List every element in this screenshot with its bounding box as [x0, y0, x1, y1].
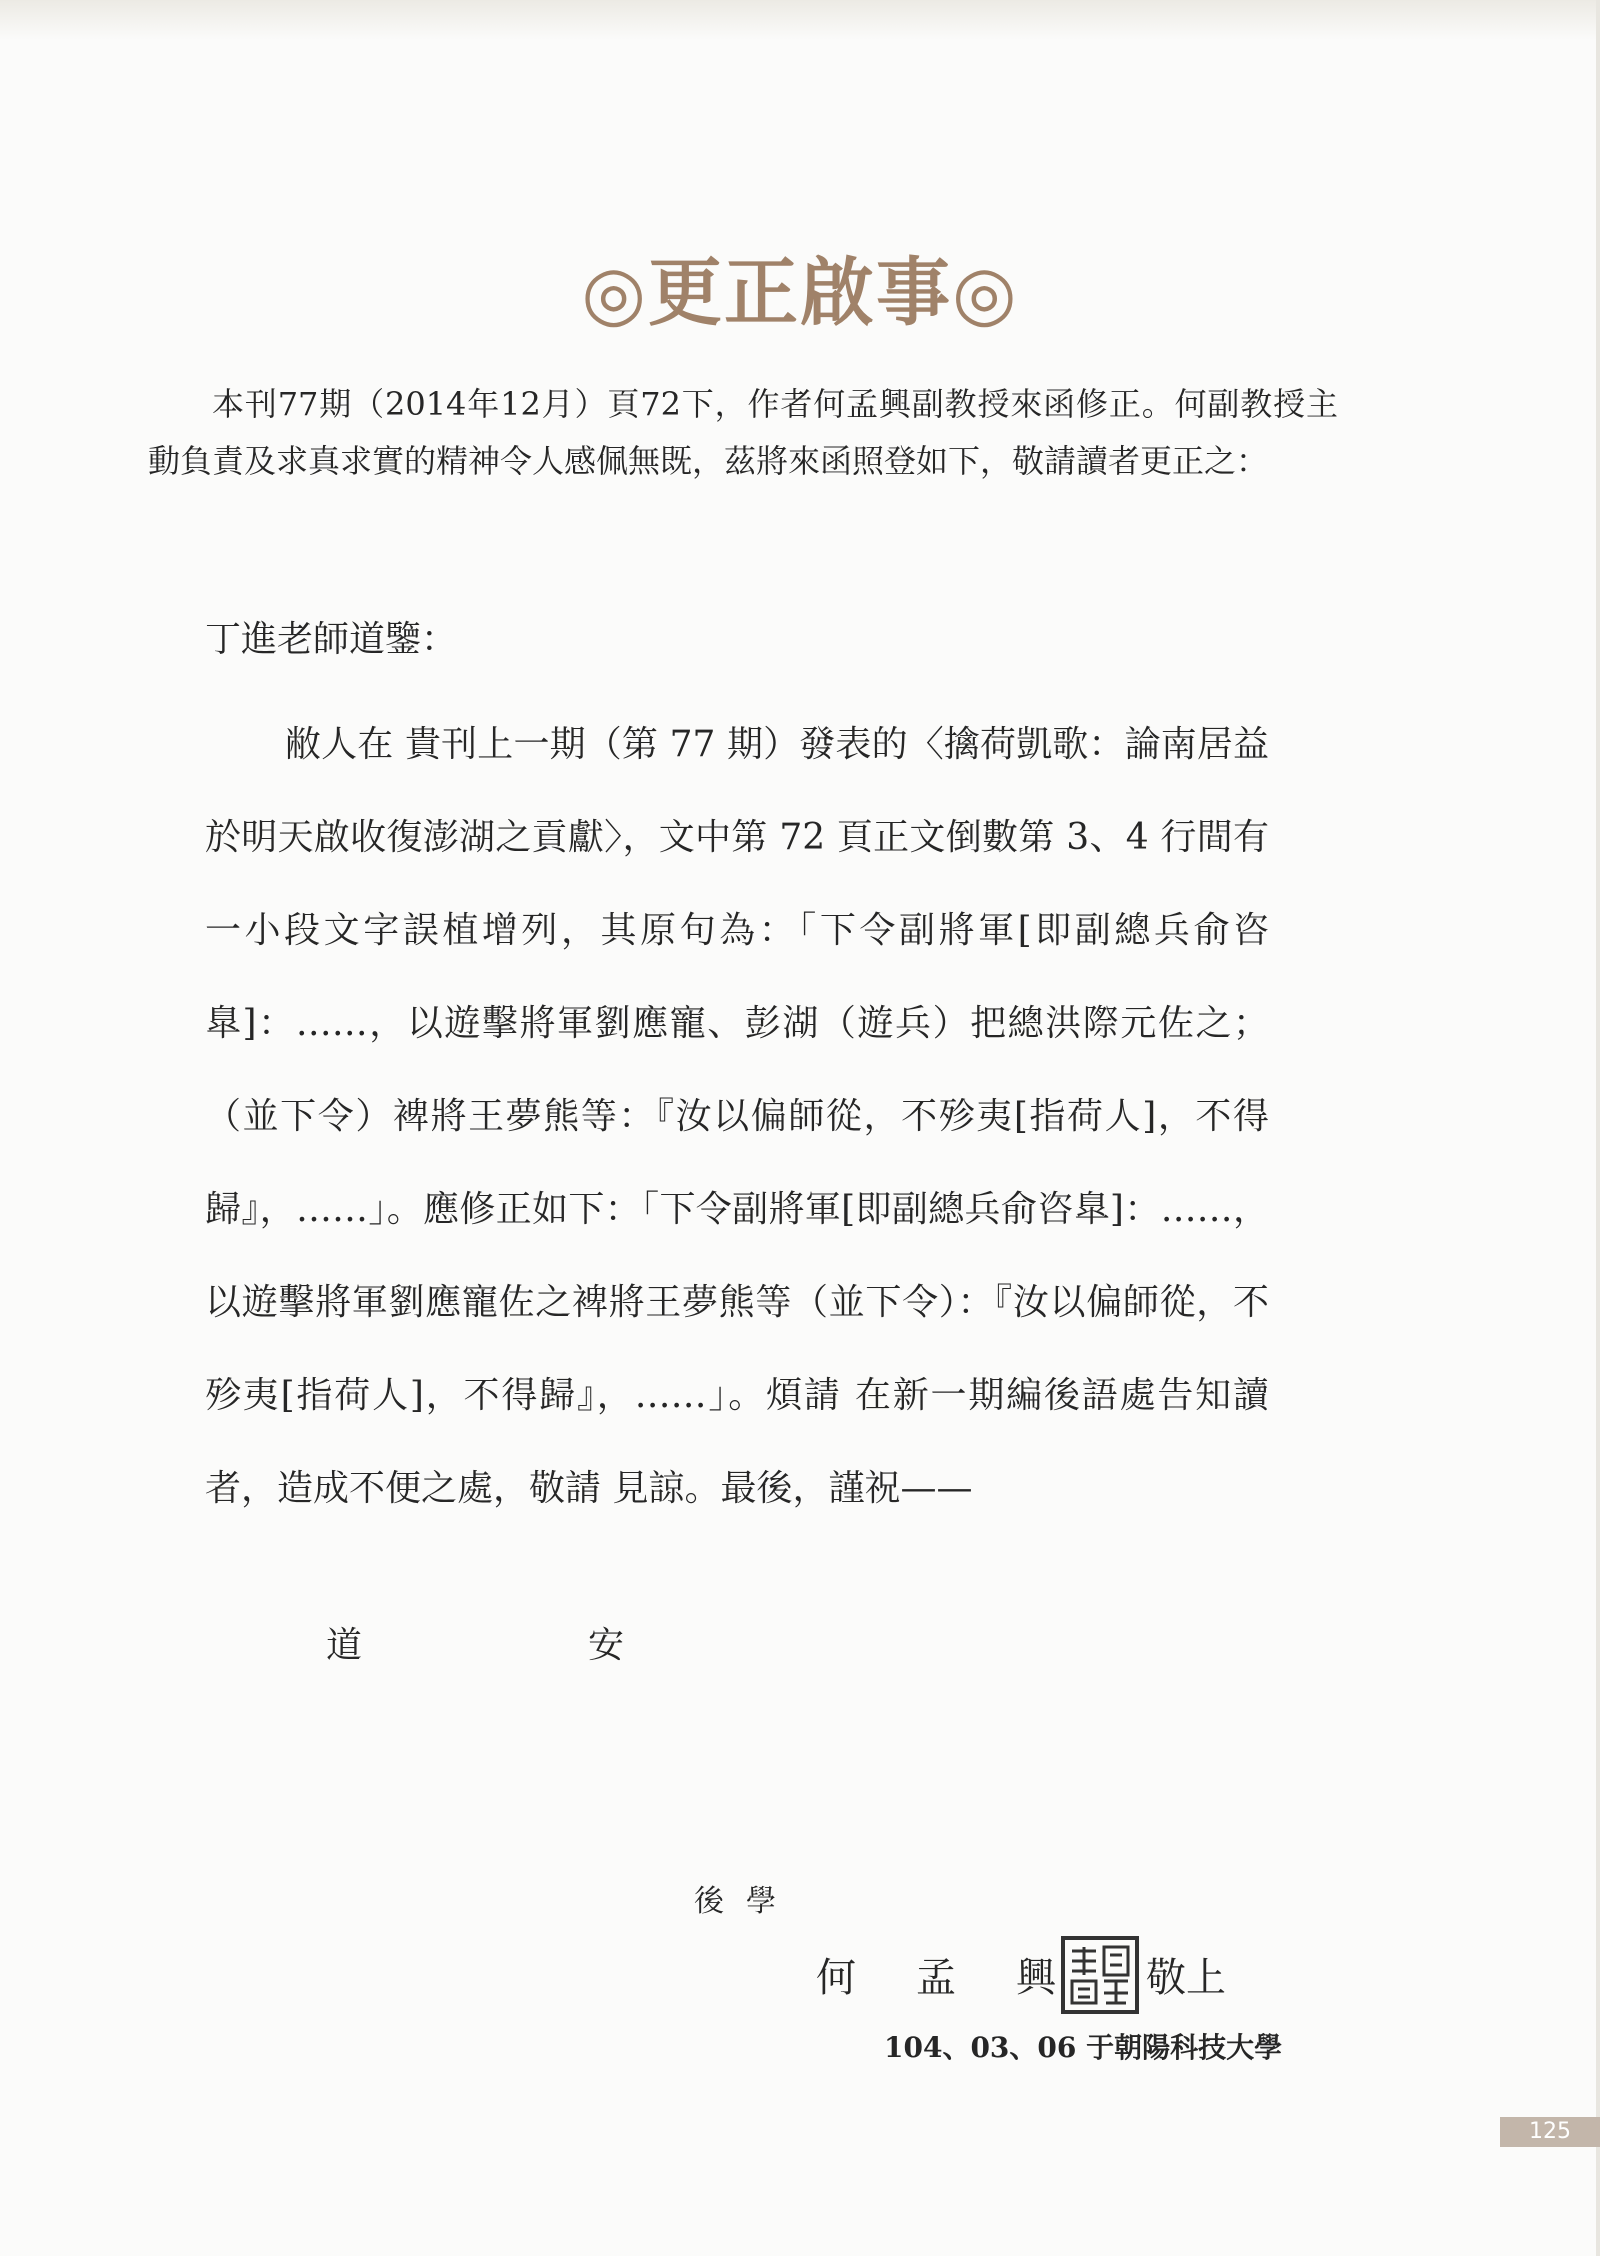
- document-title: ◎更正啟事◎: [581, 250, 1019, 336]
- signature-prefix: 後學: [694, 1884, 798, 1919]
- letter-body: 敝人在 貴刊上一期（第 77 期）發表的〈擒荷凱歌：論南居益於明天啟收復澎湖之貢獻〉，文中第 72 頁正文倒數第 3、4 行間有一小段文字誤植增列，其原句為：「下令副將軍[即副總兵俞咨臯]：……，以遊擊將軍劉應寵、彭湖（遊兵）把總洪際元佐之；（並下令）裨將王夢熊等：『汝以偏師從，不殄夷[指荷人]，不得歸』，……」。應修正如下：「下令副將軍[即副總兵俞咨臯]：……，以遊擊將軍劉應寵佐之裨將王夢熊等（並下令）：『汝以偏師從，不殄夷[指荷人]，不得歸』，……」。煩請 在新一期編後語處告知讀者，造成不便之處，敬請 見諒。最後，謹祝——: [205, 724, 1269, 1509]
- letter-closing-2: 安: [588, 1625, 625, 1666]
- letter-greeting: 丁進老師道鑒：: [205, 619, 458, 660]
- seal-stamp-icon: [1060, 1935, 1140, 2015]
- page-top-shadow: [0, 0, 1600, 40]
- correction-notice: 本刊77期（2014年12月）頁72下，作者何孟興副教授來函修正。何副教授主動負責及求真求實的精神令人感佩無既，茲將來函照登如下，敬請讀者更正之：: [148, 385, 1338, 480]
- signature-name: 何孟興: [816, 1955, 1116, 2001]
- signature-date-place: 104、03、06 于朝陽科技大學: [884, 2031, 1283, 2064]
- letter-closing-1: 道: [326, 1625, 363, 1666]
- page-number: 125: [1500, 2117, 1600, 2147]
- signature-suffix: 敬上: [1146, 1955, 1226, 2001]
